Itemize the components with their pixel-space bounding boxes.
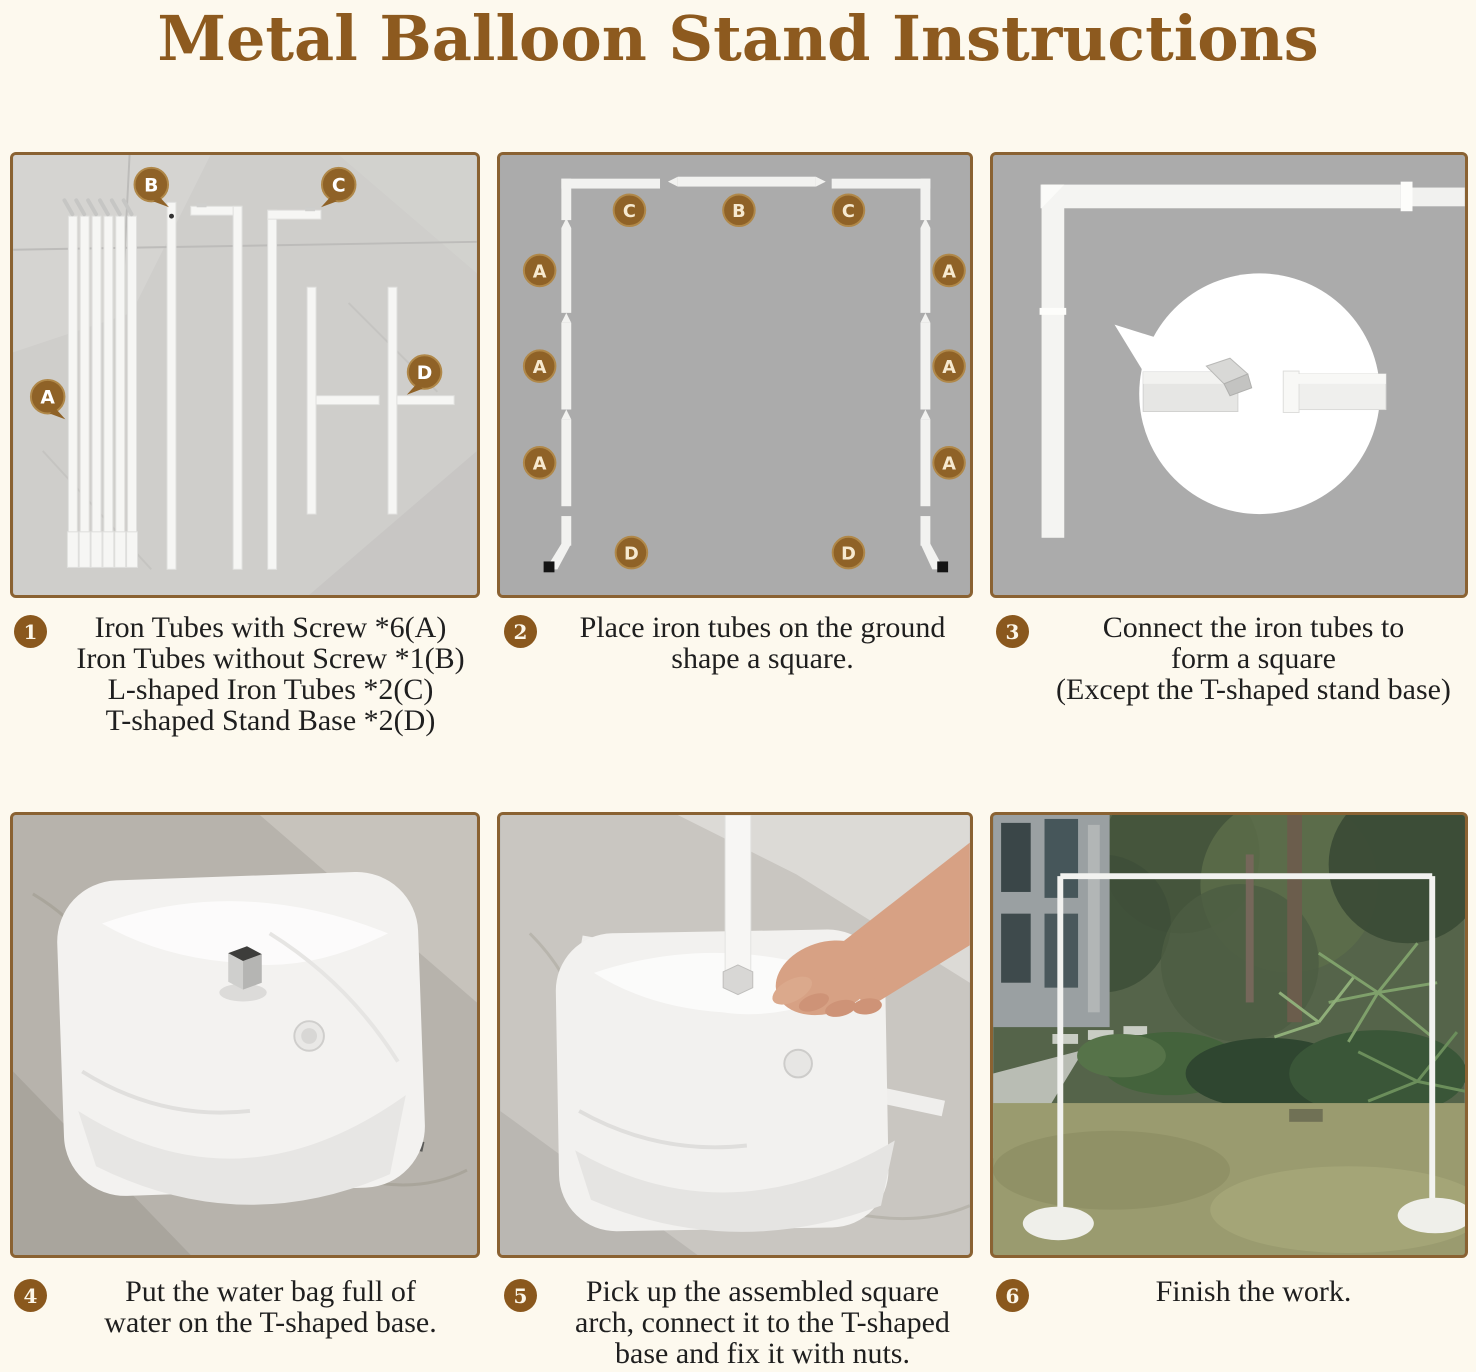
step-5-caption — [494, 1276, 984, 1369]
step-2-text — [541, 612, 984, 674]
caption-line: Pick up the assembled square — [585, 1275, 940, 1308]
parts-photo-illustration — [13, 155, 477, 595]
caption-line: Put the water bag full of — [125, 1275, 416, 1308]
layout-right-label-3: A — [942, 454, 956, 475]
step-4-number: 4 — [14, 1279, 47, 1312]
square-layout-illustration — [500, 155, 970, 595]
left-foot-end — [544, 561, 555, 572]
layout-bottom-right-label: D — [841, 544, 856, 565]
layout-top-left-label: C — [622, 202, 636, 223]
building — [993, 815, 1109, 1027]
panel-finished-stand-photo — [990, 812, 1468, 1258]
step-3-number: 3 — [996, 615, 1029, 648]
step-3-text — [1033, 612, 1474, 705]
label-c-text: C — [331, 175, 346, 197]
step-6-caption — [986, 1276, 1474, 1312]
layout-top-middle-label: B — [732, 202, 746, 223]
layout-left-label-3: A — [532, 454, 547, 475]
caption-line: water on the T-shaped base. — [104, 1306, 437, 1339]
caption-line: L-shaped Iron Tubes *2(C) — [107, 673, 434, 706]
step-1-caption — [4, 612, 490, 736]
panel-water-bag-photo — [10, 812, 480, 1258]
step-1-text — [51, 612, 490, 736]
layout-right-label-2: A — [942, 358, 956, 379]
panel-parts-photo — [10, 152, 480, 598]
layout-bottom-left-label: D — [624, 544, 639, 565]
step-1-number: 1 — [14, 615, 47, 648]
caption-line: Connect the iron tubes to — [1102, 611, 1405, 644]
caption-line: (Except the T-shaped stand base) — [1056, 673, 1451, 706]
step-5-text — [541, 1276, 984, 1369]
caption-line: Iron Tubes with Screw *6(A) — [94, 611, 447, 644]
caption-line: base and fix it with nuts. — [615, 1337, 910, 1370]
caption-line: Place iron tubes on the ground — [579, 611, 946, 644]
label-a-text: A — [40, 387, 55, 409]
step-2-number: 2 — [504, 615, 537, 648]
connection-detail-illustration — [993, 155, 1465, 595]
layout-left-label-1: A — [532, 262, 547, 283]
water-bag — [55, 870, 427, 1205]
step-4-text — [51, 1276, 490, 1338]
fill-valve — [294, 1021, 324, 1051]
iron-tube-without-screw — [167, 202, 176, 569]
caption-line: arch, connect it to the T-shaped — [575, 1306, 950, 1339]
pole — [723, 815, 753, 995]
label-d-text: D — [416, 362, 433, 384]
step-5-number: 5 — [504, 1279, 537, 1312]
panel-connection-detail — [990, 152, 1468, 598]
caption-line: Iron Tubes without Screw *1(B) — [76, 642, 465, 675]
panel-fix-nut-photo — [497, 812, 973, 1258]
finished-stand-illustration — [993, 815, 1465, 1255]
socket-tube-end — [1283, 371, 1386, 412]
step-6-number: 6 — [996, 1279, 1029, 1312]
step-6-text — [1033, 1276, 1474, 1307]
panel-square-layout-diagram — [497, 152, 973, 598]
water-bag-illustration — [13, 815, 477, 1255]
caption-line: shape a square. — [671, 642, 854, 675]
page-title: Metal Balloon Stand Instructions — [157, 2, 1319, 75]
layout-left-label-2: A — [532, 358, 547, 379]
step-3-caption — [986, 612, 1474, 705]
label-b-text: B — [144, 175, 159, 197]
caption-line: Finish the work. — [1155, 1275, 1352, 1308]
step-4-caption — [4, 1276, 490, 1338]
layout-top-right-label: C — [841, 202, 855, 223]
caption-line: form a square — [1171, 642, 1336, 675]
layout-right-label-1: A — [942, 262, 956, 283]
right-foot-end — [937, 561, 948, 572]
step-2-caption — [494, 612, 984, 674]
fill-valve — [784, 1050, 812, 1078]
caption-line: T-shaped Stand Base *2(D) — [105, 704, 436, 737]
fix-nut-illustration — [500, 815, 970, 1255]
